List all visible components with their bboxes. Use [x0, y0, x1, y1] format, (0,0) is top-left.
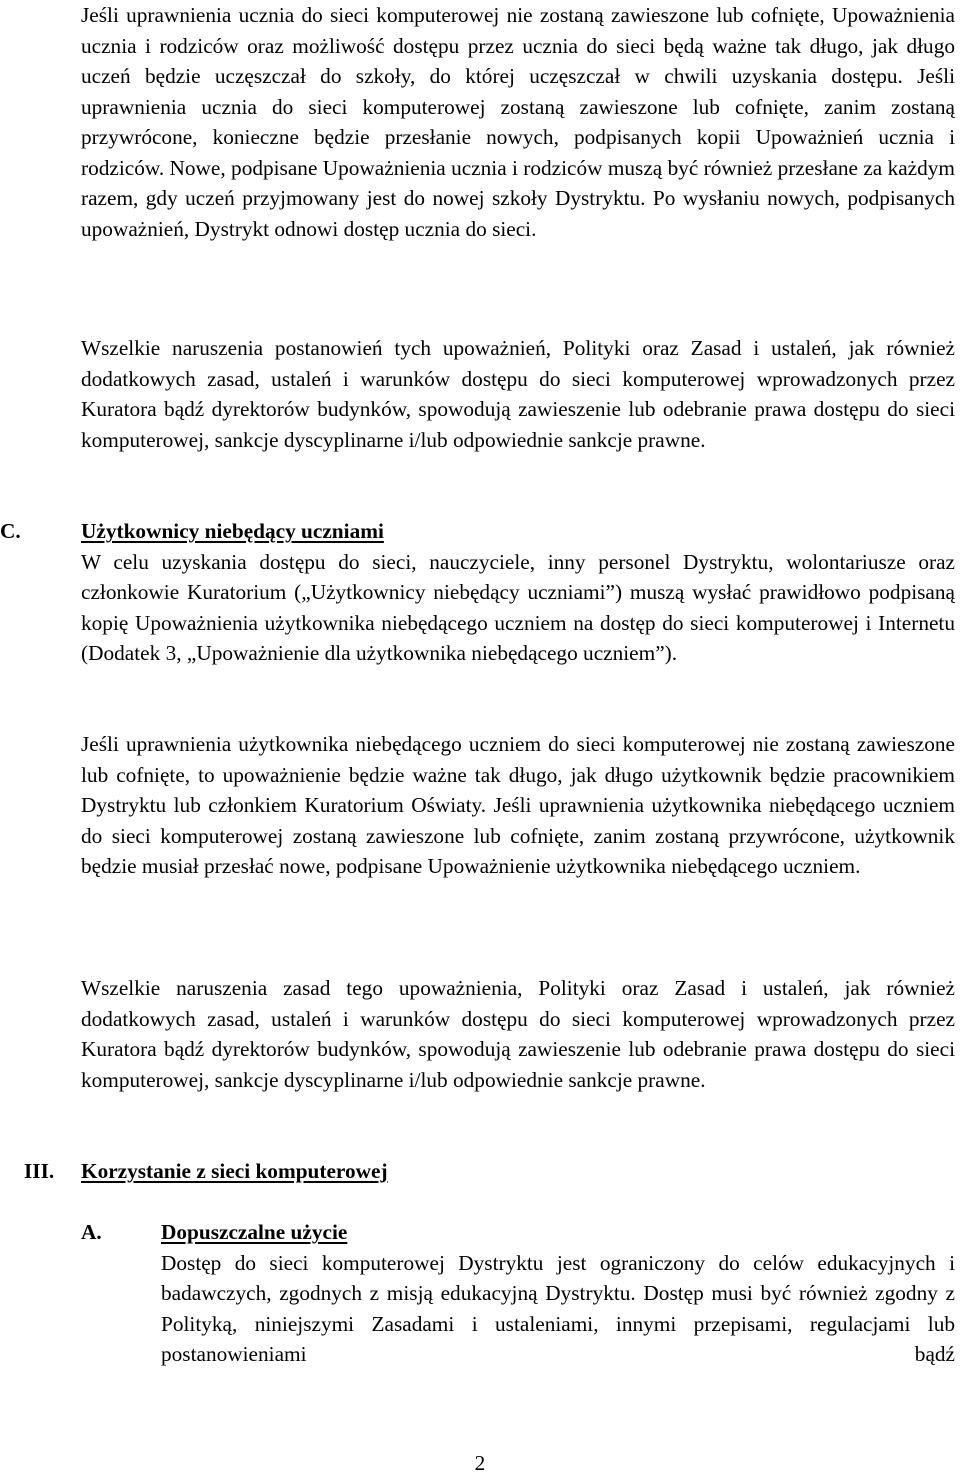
paragraph-access-validity: Jeśli uprawnienia ucznia do sieci komputerowej nie zostaną zawieszone lub cofnięte, Upoważnienia ucznia i rodziców oraz możliwość dostępu przez ucznia do sieci będą ważne tak długo, jak długo uczeń będzie uczęszczał do szkoły, do której uczęszczał w chwili uzyskania dostępu. Jeśli uprawnienia ucznia do sieci komputerowej zostaną zawieszone lub cofnięte, zanim zostaną przywrócone, konieczne będzie przesłanie nowych, podpisanych kopii Upoważnień ucznia i rodziców. Nowe, podpisane Upoważnienia ucznia i rodziców muszą być również przesłane za każdym razem, gdy uczeń przyjmowany jest do nowej szkoły Dystryktu. Po wysłaniu nowych, podpisanych upoważnień, Dystrykt odnowi dostęp ucznia do sieci.	[81, 3, 955, 241]
paragraph-violations-non-students: Wszelkie naruszenia zasad tego upoważnienia, Polityki oraz Zasad i ustaleń, jak również dodatkowych zasad, ustaleń i warunków dostępu do sieci komputerowej wprowadzonych przez Kuratora bądź dyrektorów budynków, spowodują zawieszenie lub odebranie prawa dostępu do sieci komputerowej, sankcje dyscyplinarne i/lub odpowiednie sankcje prawne.	[81, 976, 955, 1092]
paragraph-violations-students: Wszelkie naruszenia postanowień tych upoważnień, Polityki oraz Zasad i ustaleń, jak również dodatkowych zasad, ustaleń i warunków dostępu do sieci komputerowej wprowadzonych przez Kuratora bądź dyrektorów budynków, spowodują zawieszenie lub odebranie prawa dostępu do sieci komputerowej, sankcje dyscyplinarne i/lub odpowiednie sankcje prawne.	[81, 336, 955, 452]
subsection-a-body: Dostęp do sieci komputerowej Dystryktu jest ograniczony do celów edukacyjnych i badawczych, zgodnych z misją edukacyjną Dystryktu. Dostęp musi być również zgodny z Polityką, niniejszymi Zasadami i ustaleniami, innymi przepisami, regulacjami lub postanowieniami bądź	[161, 1250, 955, 1366]
subsection-a-marker: A.	[81, 1220, 102, 1244]
section-c-heading: Użytkownicy niebędący uczniami	[81, 519, 384, 543]
section-c	[81, 516, 955, 669]
paragraph-non-student-validity: Jeśli uprawnienia użytkownika niebędącego uczniem do sieci komputerowej nie zostaną zawieszone lub cofnięte, to upoważnienie będzie ważne tak długo, jak długo użytkownik będzie pracownikiem Dystryktu lub członkiem Kuratorium Oświaty. Jeśli uprawnienia użytkownika niebędącego uczniem do sieci komputerowej zostaną zawieszone lub cofnięte, zanim zostaną przywrócone, użytkownik będzie musiał przesłać nowe, podpisane Upoważnienie użytkownika niebędącego uczniem.	[81, 732, 955, 878]
page-number: 2	[474, 1451, 486, 1475]
section-iii-heading: Korzystanie z sieci komputerowej	[81, 1159, 388, 1183]
subsection-a	[161, 1217, 955, 1370]
subsection-a-heading: Dopuszczalne użycie	[161, 1220, 348, 1244]
section-c-marker: C.	[0, 519, 21, 543]
section-c-body: W celu uzyskania dostępu do sieci, nauczyciele, inny personel Dystryktu, wolontariusze oraz członkowie Kuratorium („Użytkownicy niebędący uczniami”) muszą wysłać prawidłowo podpisaną kopię Upoważnienia użytkownika niebędącego uczniem na dostęp do sieci komputerowej i Internetu (Dodatek 3, „Upoważnienie dla użytkownika niebędącego uczniem”).	[81, 549, 955, 665]
section-iii-marker: III.	[24, 1159, 55, 1183]
